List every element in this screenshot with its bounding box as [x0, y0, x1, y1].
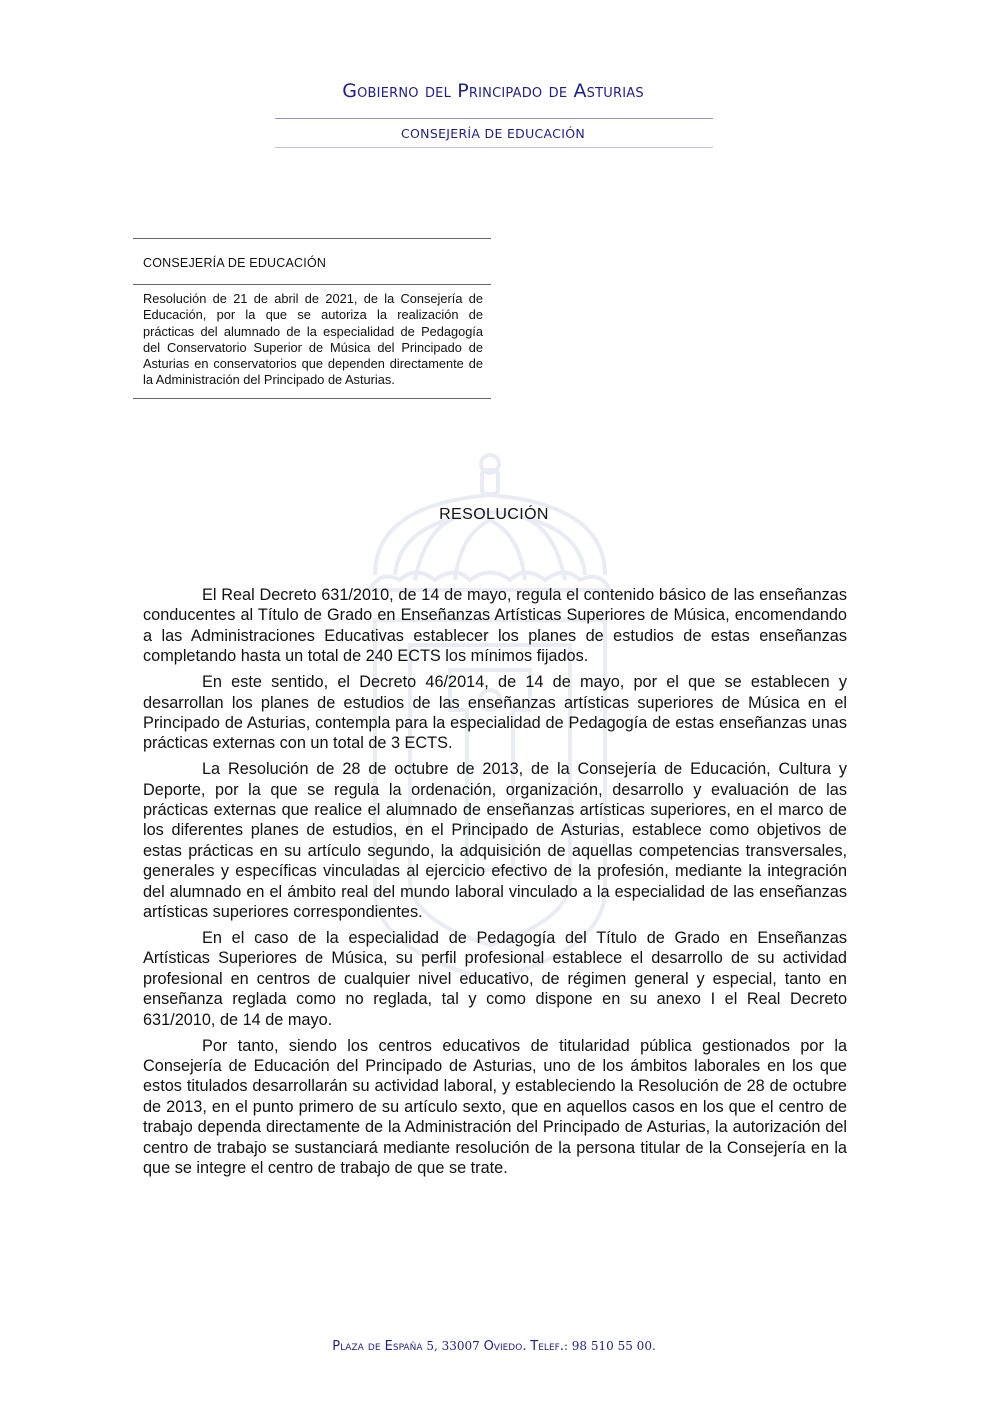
footer-address: [0, 1339, 988, 1354]
summary-text: Resolución de 21 de abril de 2021, de la Consejería de Educación, por la que se autoriza la realización de prácticas del alumnado de la especialidad de Pedagogía del Conservatorio Superior de Música del Principado de Asturias en conservatorios que dependen directamente de la Administración del Principado de Asturias.: [143, 291, 483, 388]
footer-street: Plaza de España: [332, 1339, 423, 1354]
body-paragraph-2: En este sentido, el Decreto 46/2014, de 14 de mayo, por el que se establecen y desarrollan los planes de estudios de las enseñanzas artísticas superiores de Música en el Principado de Asturias, contempla para la especialidad de Pedagogía de estas enseñanzas unas prácticas externas con un total de 3 ECTS.: [143, 673, 847, 753]
government-header: Gobierno del Principado de Asturias: [342, 80, 644, 102]
summary-rule-bottom: [133, 398, 491, 399]
body-paragraph-3: La Resolución de 28 de octubre de 2013, de la Consejería de Educación, Cultura y Deporte, por la que se regula la ordenación, organización, desarrollo y evaluación de las prácticas externas que realice el alumnado de enseñanzas artísticas superiores, en el marco de los diferentes planes de estudios, en el Principado de Asturias, establece como objetivos de estas prácticas en su artículo segundo, la adquisición de aquellas competencias transversales, generales y específicas vinculadas al ejercicio efectivo de la profesión, mediante la integración del alumnado en el ámbito real del mundo laboral vinculado a la especialidad de las enseñanzas artísticas superiores correspondientes.: [143, 760, 847, 922]
footer-city: Oviedo.: [483, 1339, 527, 1354]
department-header: CONSEJERÍA DE EDUCACIÓN: [401, 126, 585, 141]
summary-department: CONSEJERÍA DE EDUCACIÓN: [143, 256, 327, 270]
footer-number-postcode: 5, 33007: [426, 1339, 480, 1353]
body-paragraph-1: El Real Decreto 631/2010, de 14 de mayo, regula el contenido básico de las enseñanzas conducentes al Título de Grado en Enseñanzas Artísticas Superiores de Música, encomendando a las Administraciones Educativas establecer los planes de estudios de estas enseñanzas completando hasta un total de 240 ECTS los mínimos fijados.: [143, 586, 847, 666]
header-rule-top: [275, 118, 713, 119]
footer-phone-label: Telef.: [530, 1339, 564, 1354]
body-paragraph-4: En el caso de la especialidad de Pedagogía del Título de Grado en Enseñanzas Artísticas Superiores de Música, su perfil profesional establece el desarrollo de su actividad profesional en centros de cualquier nivel educativo, de régimen general y especial, tanto en enseñanza reglada como no reglada, tal y como dispone en su anexo I el Real Decreto 631/2010, de 14 de mayo.: [143, 929, 847, 1029]
header-rule-bottom: [275, 147, 713, 148]
document-body: [143, 585, 847, 1184]
body-paragraph-5: Por tanto, siendo los centros educativos de titularidad pública gestionados por la Consejería de Educación del Principado de Asturias, uno de los ámbitos laborales en los que estos titulados desarrollarán su actividad laboral, y estableciendo la Resolución de 28 de octubre de 2013, en el punto primero de su artículo sexto, que en aquellos casos en los que el centro de trabajo dependa directamente de la Administración del Principado de Asturias, la autorización del centro de trabajo se sustanciará mediante resolución de la persona titular de la Consejería en la que se integre el centro de trabajo de que se trate.: [143, 1036, 847, 1177]
document-title: RESOLUCIÓN: [439, 506, 549, 523]
summary-box: [133, 238, 491, 399]
footer-phone: : 98 510 55 00.: [563, 1339, 656, 1353]
